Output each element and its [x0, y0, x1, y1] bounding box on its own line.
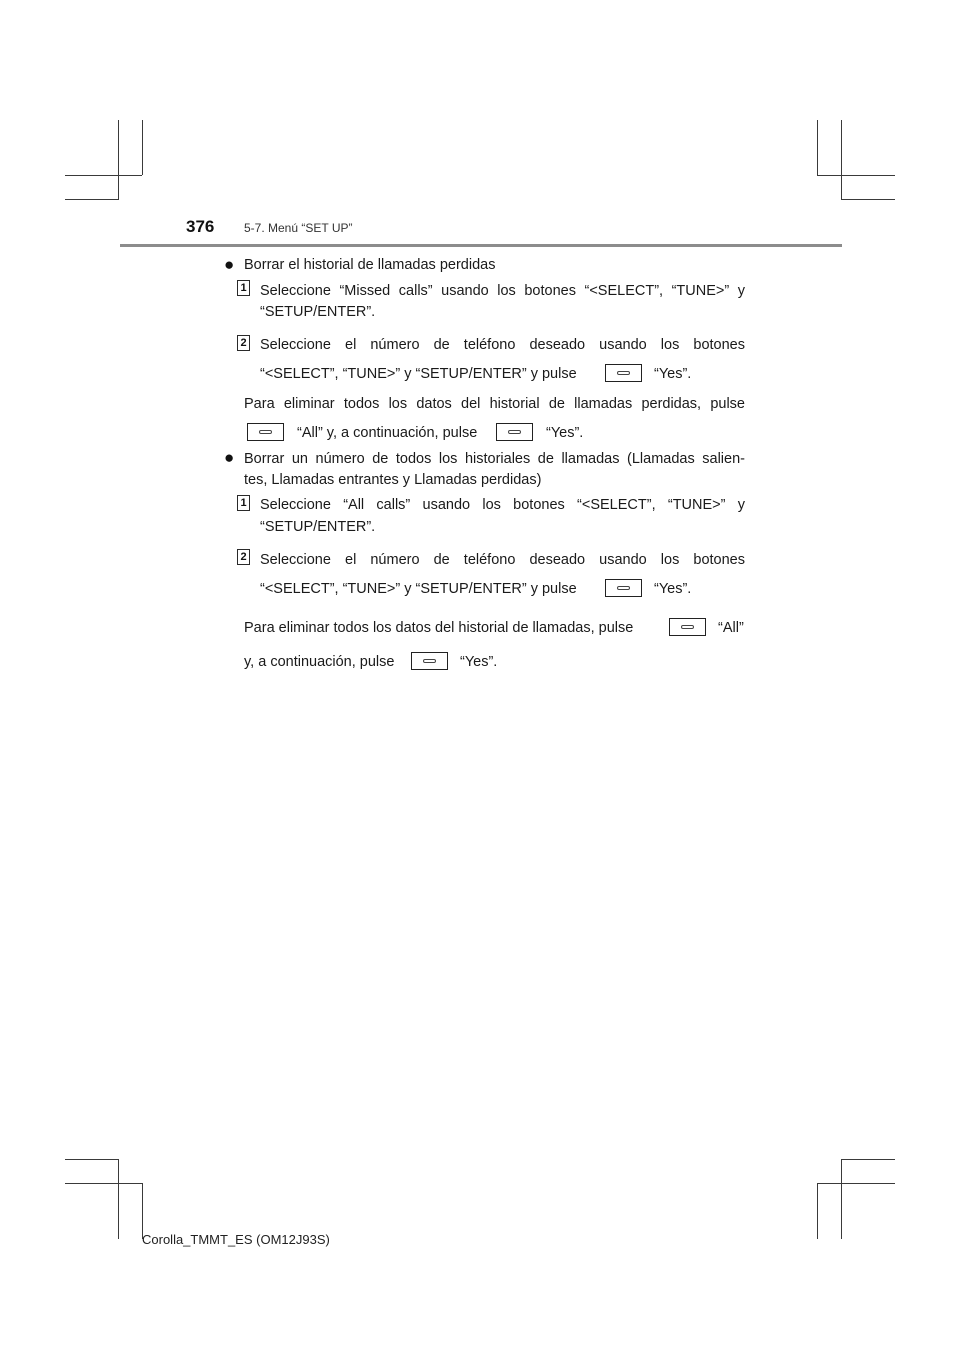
step-number: 1	[237, 495, 250, 511]
note-text-continued: y, a continuación, pulse	[244, 654, 395, 670]
step-text: Seleccione el número de teléfono deseado usando los botones	[260, 552, 745, 568]
bullet-title: Borrar el historial de llamadas perdidas	[244, 257, 496, 273]
note-text: Para eliminar todos los datos del historial de llamadas, pulse	[244, 620, 634, 636]
radio-button	[605, 364, 642, 382]
step-text-continued: “SETUP/ENTER”.	[260, 519, 376, 535]
note-text-continued: “Yes”.	[546, 425, 584, 441]
bullet-title: Borrar un número de todos los historiales de llamadas (Llamadas salien-	[244, 451, 745, 467]
bullet-title-continued: tes, Llamadas entrantes y Llamadas perdidas)	[244, 472, 542, 488]
bullet-icon: ●	[224, 448, 235, 467]
step-number: 1	[237, 280, 250, 296]
step-text-continued: “SETUP/ENTER”.	[260, 304, 376, 320]
radio-button-icon	[259, 430, 272, 434]
radio-button-icon	[423, 659, 436, 663]
step-text: Seleccione “Missed calls” usando los botones “<SELECT”, “TUNE>” y	[260, 283, 745, 299]
step-text-continued: “Yes”.	[654, 581, 692, 597]
step-text: Seleccione el número de teléfono deseado usando los botones	[260, 337, 745, 353]
radio-button	[496, 423, 533, 441]
radio-button	[669, 618, 706, 636]
step-number: 2	[237, 335, 250, 351]
section-title: 5-7. Menú “SET UP”	[244, 221, 353, 235]
note-text: “All”	[718, 620, 744, 636]
note-text: Para eliminar todos los datos del historial de llamadas perdidas, pulse	[244, 396, 745, 412]
step-text-continued: “<SELECT”, “TUNE>” y “SETUP/ENTER” y pulse	[260, 581, 577, 597]
step-number: 2	[237, 549, 250, 565]
radio-button	[247, 423, 284, 441]
header-rule	[120, 244, 842, 247]
bullet-icon: ●	[224, 255, 235, 274]
document-id-footer: Corolla_TMMT_ES (OM12J93S)	[142, 1232, 330, 1247]
radio-button-icon	[508, 430, 521, 434]
note-text-continued: “All” y, a continuación, pulse	[297, 425, 478, 441]
radio-button-icon	[617, 371, 630, 375]
radio-button	[411, 652, 448, 670]
radio-button-icon	[681, 625, 694, 629]
step-text-continued: “<SELECT”, “TUNE>” y “SETUP/ENTER” y pulse	[260, 366, 577, 382]
step-text-continued: “Yes”.	[654, 366, 692, 382]
step-text: Seleccione “All calls” usando los botones “<SELECT”, “TUNE>” y	[260, 497, 745, 513]
note-text-continued: “Yes”.	[460, 654, 498, 670]
radio-button-icon	[617, 586, 630, 590]
radio-button	[605, 579, 642, 597]
page-number: 376	[186, 217, 215, 236]
